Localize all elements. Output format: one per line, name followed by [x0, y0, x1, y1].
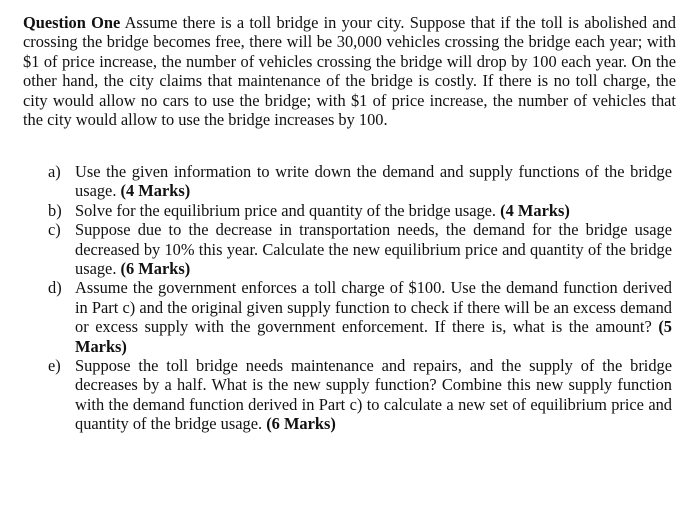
part-marks: (4 Marks)	[500, 200, 570, 220]
part-text: Suppose the toll bridge needs maintenance and repairs, and the supply of the bridge decreases by a half. What is the new supply function? Combine this new supply function with the demand function derived in Part c) to calculate a new set of equilibrium price and quantity of the bridge usage.	[75, 356, 672, 434]
question-parts-list	[48, 162, 672, 434]
part-text: Assume the government enforces a toll charge of $100. Use the demand function derived in Part c) and the original given supply function to check if there will be an excess demand or excess supply with the government enforcement. If there is, what is the amount?	[75, 278, 672, 337]
part-marks: (5 Marks)	[75, 317, 672, 356]
part-letter: e)	[48, 356, 61, 376]
part-text: Solve for the equilibrium price and quantity of the bridge usage.	[75, 200, 497, 220]
part-text: Use the given information to write down the demand and supply functions of the bridge usage.	[75, 162, 672, 201]
part-e	[48, 356, 672, 434]
part-c	[48, 220, 672, 278]
part-letter: a)	[48, 162, 61, 181]
part-a	[48, 162, 672, 201]
question-heading: Question One	[23, 13, 121, 32]
part-letter: c)	[48, 220, 61, 240]
part-marks: (6 Marks)	[120, 259, 191, 279]
part-b	[48, 201, 672, 220]
part-letter: d)	[48, 278, 62, 298]
part-d	[48, 278, 672, 356]
question-intro-text: Assume there is a toll bridge in your city. Suppose that if the toll is abolished and crossing the bridge becomes free, there will be 30,000 vehicles crossing the bridge each year; with $1 of price increase, the number of vehicles crossing the bridge will drop by 100 each year. On the other hand, the city claims that maintenance of the bridge is costly. If there is no toll charge, the city would allow no cars to use the bridge; with $1 of price increase, the number of vehicles that the city would allow to use the bridge increases by 100.	[23, 13, 676, 130]
part-letter: b)	[48, 200, 62, 220]
part-marks: (6 Marks)	[266, 414, 336, 434]
question-intro	[23, 13, 676, 129]
part-text: Suppose due to the decrease in transportation needs, the demand for the bridge usage decreased by 10% this year. Calculate the new equilibrium price and quantity of the bridge usage.	[75, 220, 672, 279]
part-marks: (4 Marks)	[120, 181, 191, 201]
